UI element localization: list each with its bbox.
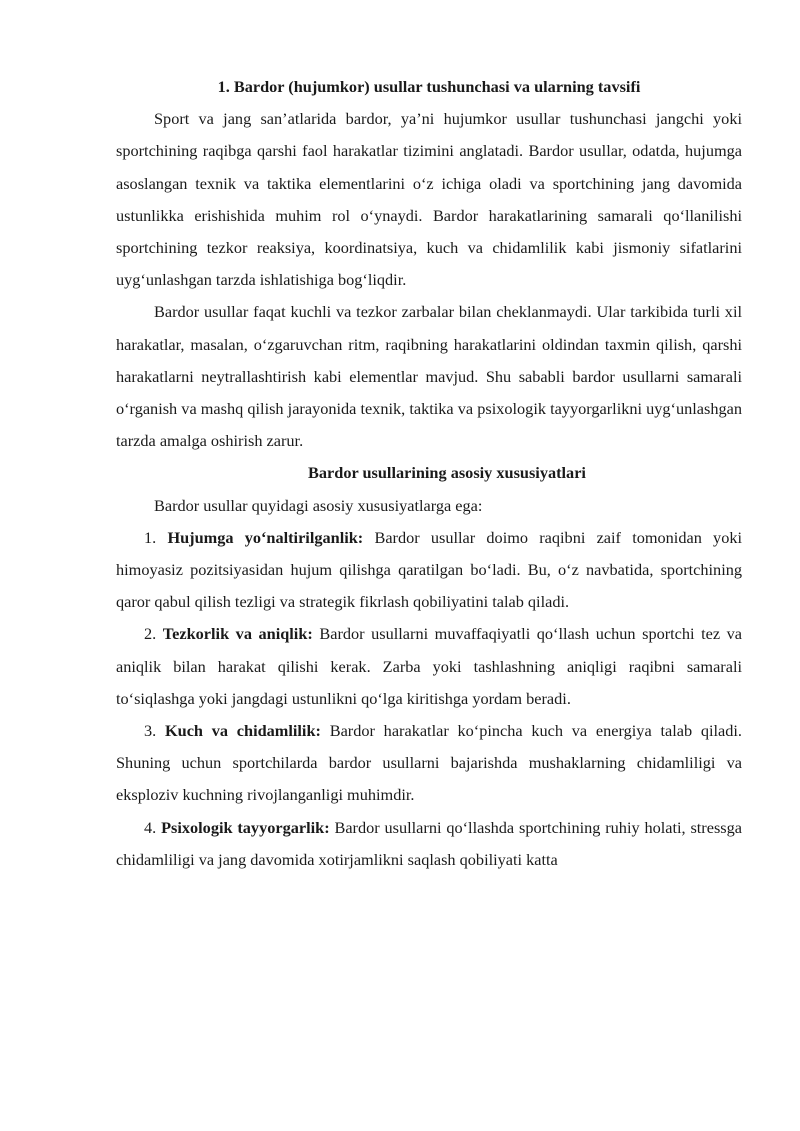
list-intro: Bardor usullar quyidagi asosiy xususiyatlarga ega:: [154, 495, 483, 515]
item-text: Bardor usullar doimo raqibni zaif tomonidan yoki himoyasiz pozitsiyasidan hujum qilishga qaratilgan bo‘ladi. Bu, o‘z navbatida, sportchining qaror qabul qilish tezligi va strategik fikrlash qobiliyatini talab qiladi.: [116, 527, 743, 612]
list-item: [116, 522, 742, 619]
item-number: 2.: [144, 624, 157, 644]
section-title: 1. Bardor (hujumkor) usullar tushunchasi va ularning tavsifi: [217, 77, 641, 96]
item-term: Kuch va chidamlilik:: [164, 721, 321, 741]
list-item: [116, 715, 742, 812]
item-text: Bardor usullarni muvaffaqiyatli qo‘llash uchun sportchi tez va aniqlik bilan harakat qilishi kerak. Zarba yoki tashlashning aniqligi raqibni samarali to‘siqlashga yoki jangdagi ustunlikni qo‘lga kiritishga yordam beradi.: [116, 624, 743, 708]
item-number: 1.: [144, 527, 157, 547]
item-term: Hujumga yo‘naltirilganlik:: [167, 527, 364, 547]
paragraph-2: Bardor usullar faqat kuchli va tezkor zarbalar bilan cheklanmaydi. Ular tarkibida turli xil harakatlar, masalan, o‘zgaruvchan ritm, raqibning harakatlarini oldindan taxmin qilish, qarshi harakatlarni neytrallashtirish kabi elementlar mavjud. Shu sababli bardor usullarni samarali o‘rganish va mashq qilish jarayonida texnik, taktika va psixologik tayyorgarlikni uyg‘unlashgan tarzda amalga oshirish zarur.: [116, 302, 742, 451]
subheading: Bardor usullarining asosiy xususiyatlari: [308, 463, 586, 483]
list-item: [116, 812, 742, 876]
item-term: Tezkorlik va aniqlik:: [162, 624, 313, 644]
item-text: Bardor harakatlar ko‘pincha kuch va energiya talab qiladi. Shuning uchun sportchilarda bardor usullarni bajarishda mushaklarning chidamliligi va eksploziv kuchning rivojlanganligi muhimdir.: [116, 721, 742, 805]
item-term: Psixologik tayyorgarlik:: [161, 817, 330, 837]
paragraph-1: Sport va jang san’atlarida bardor, ya’ni hujumkor usullar tushunchasi jangchi yoki sportchining raqibga qarshi faol harakatlar tizimini anglatadi. Bardor usullar, odatda, hujumga asoslangan texnik va taktika elementlarini o‘z ichiga oladi va sportchining jang davomida ustunlikka erishishida muhim rol o‘ynaydi. Bardor harakatlarining samarali qo‘llanilishi sportchining tezkor reaksiya, koordinatsiya, kuch va chidamlilik kabi jismoniy sifatlarini uyg‘unlashgan tarzda ishlatishiga bog‘liqdir.: [116, 109, 742, 290]
item-number: 3.: [144, 721, 157, 741]
item-text: Bardor usullarni qo‘llashda sportchining ruhiy holati, stressga chidamliligi va jang davomida xotirjamlikni saqlash qobiliyati katta: [116, 817, 742, 869]
item-number: 4.: [144, 817, 157, 837]
list-item: [116, 618, 742, 715]
document-page: [116, 71, 742, 876]
